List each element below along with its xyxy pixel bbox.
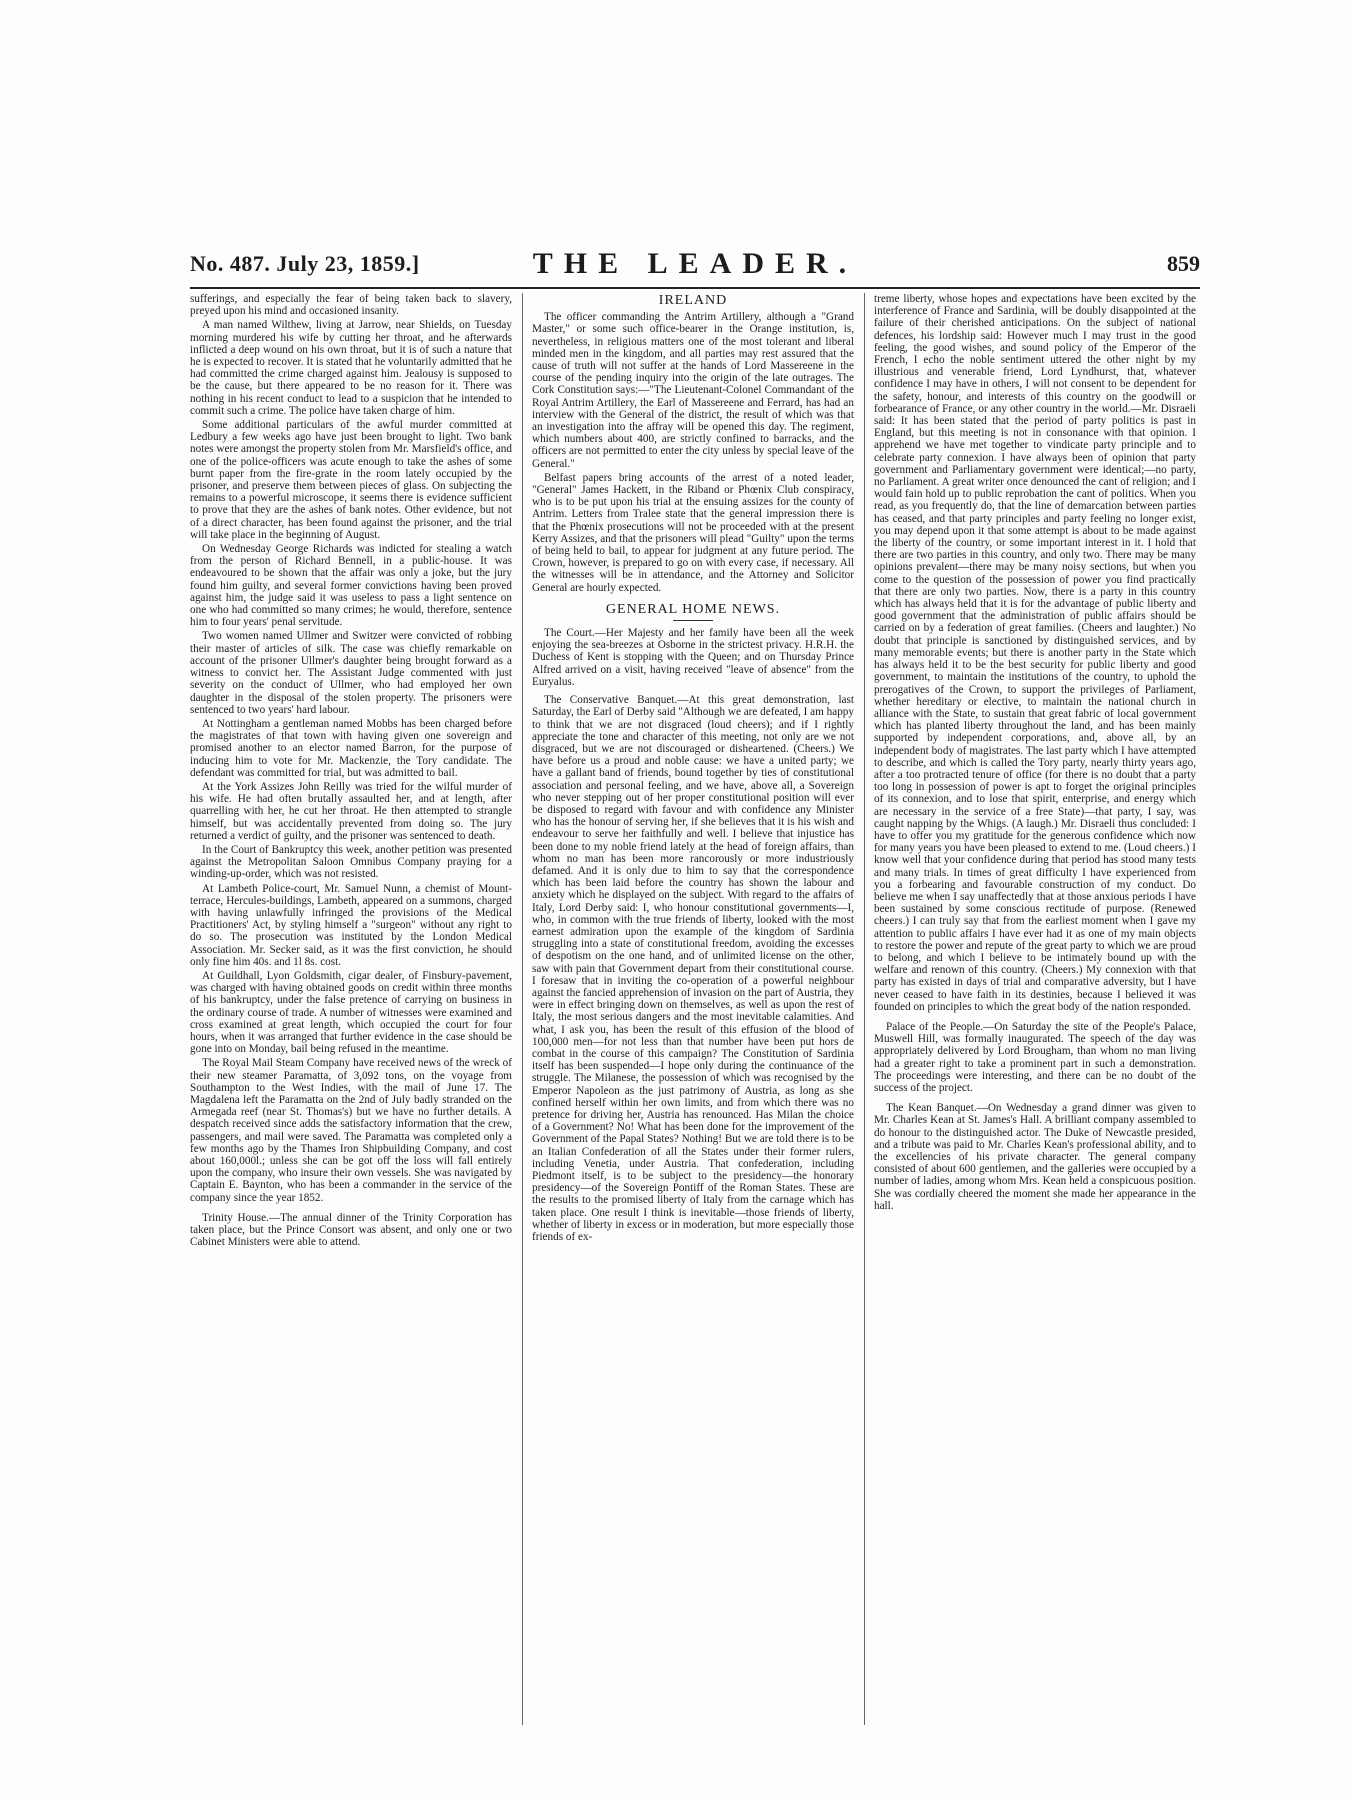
section-heading-home-news: GENERAL HOME NEWS. (605, 601, 781, 617)
issue-line: No. 487. July 23, 1859.] (190, 251, 420, 276)
paragraph: The Kean Banquet.—On Wednesday a grand dinner was given to Mr. Charles Kean at St. James's Hall. A brilliant company assembled to do honour to the distinguished actor. The Duke of Newcastle presided, and a tribute was paid to Mr. Charles Kean's professional ability, and to the excellencies of his private character. The general company consisted of about 600 gentlemen, and the galleries were occupied by a number of ladies, among whom Mrs. Kean held a conspicuous position. She was cordially cheered the moment she made her appearance in the hall. (874, 1102, 1196, 1212)
column-rule (864, 293, 865, 1725)
paragraph: The officer commanding the Antrim Artillery, although a "Grand Master," or some such office-bearer in the Orange institution, is, nevertheless, in religious matters one of the most tolerant and liberal minded men in the kingdom, and all parties may rest assured that the cause of truth will not suffer at the hands of Lord Massereene in the course of the pending inquiry into the origin of the late outrages. The Cork Constitution says:—"The Lieutenant-Colonel Commandant of the Royal Antrim Artillery, the Earl of Massereene and Ferrard, has had an interview with the General of the district, the result of which was that an investigation into the affray will be opened this day. The regiment, which numbers about 400, are strictly confined to barracks, and the officers are not permitted to enter the city unless by special leave of the General." (532, 311, 854, 470)
paragraph: At Lambeth Police-court, Mr. Samuel Nunn, a chemist of Mount-terrace, Hercules-buildings, Lambeth, appeared on a summons, charged with having unlawfully infringed the provisions of the Medical Practitioners' Act, by styling himself a "surgeon" without any right to do so. The prosecution was instituted by the London Medical Association. Mr. Secker said, as it was the first conviction, he should only fine him 40s. and 1l 8s. cost. (190, 882, 512, 968)
section-heading-ireland: IRELAND (658, 293, 728, 308)
column-1 (190, 293, 512, 1725)
paragraph: Trinity House.—The annual dinner of the Trinity Corporation has taken place, but the Prince Consort was absent, and only one or two Cabinet Ministers were able to attend. (190, 1211, 512, 1249)
paragraph: sufferings, and especially the fear of being taken back to slavery, preyed upon his mind and occasioned insanity. (190, 293, 512, 318)
paragraph: The Royal Mail Steam Company have received news of the wreck of their new steamer Paramatta, of 3,092 tons, on the voyage from Southampton to the West Indies, with the mail of June 17. The Magdalena left the Paramatta on the 2nd of July badly stranded on the Armegada reef (near St. Thomas's) but we have no further details. A despatch received since adds the satisfactory information that the crew, passengers, and mail were saved. The Paramatta was completed only a few months ago by the Thames Iron Shipbuilding Company, and cost about 160,000l.; unless she can be got off the loss will fall entirely upon the company, who insure their own vessels. She was navigated by Captain E. Baynton, who has been a commander in the service of the company since the year 1852. (190, 1057, 512, 1204)
paragraph: Some additional particulars of the awful murder committed at Ledbury a few weeks ago have just been brought to light. Two bank notes were amongst the property stolen from Mr. Marsfield's office, and one of the police-officers was acute enough to take the ashes of some burnt paper from the fire-grate in the room lately occupied by the prisoner, and preserve them between pieces of glass. On subjecting the remains to a powerful microscope, it seems there is evidence sufficient to prove that they are the ashes of bank notes. Other evidence, but not of a direct character, has been found against the prisoner, and the trial will take place in the beginning of August. (190, 419, 512, 541)
paragraph: treme liberty, whose hopes and expectations have been excited by the interference of France and Sardinia, will be doubly disappointed at the failure of their cherished anticipations. On the subject of national defences, his lordship said: However much I may trust in the good feeling, the good wishes, and sound policy of the Emperor of the French, I echo the noble sentiment uttered the other night by my illustrious and venerable friend, Lord Lyndhurst, that, whatever confidence I may have in others, I will not consent to be dependent for the safety, honour, and interests of this country on the goodwill or forbearance of France, or any other country in the world.—Mr. Disraeli said: It has been stated that the period of party politics is past in England, but this meeting is not in consonance with that opinion. I apprehend we have met together to vindicate party principle and to celebrate party connexion. I have always been of opinion that party government and Parliamentary government were identical;—no party, no Parliament. A great writer once denounced the cant of religion; and I would fain hold up to public reprobation the cant of politics. When you read, as you frequently do, that the line of demarcation between parties has ceased, and that party principles and party feeling no longer exist, you may depend upon it that some attempt is about to be made against the liberty of the country, or some important interest in it. I hold that there are two parties in this country, and only two. There may be many opinions prevalent—there may be many noisy sections, but when you come to the question of the possession of power you find practically that there are only two parties. Now, there is a party in this country which has always held that it is for the advantage of public liberty and good government that the administration of public affairs should be carried on by a federation of great families. (Cheers and laughter.) No doubt that principle is sanctioned by distinguished services, and by many memorable events; but there is another party in the State which has always held it to be the best security for public liberty and good government, to maintain the institutions of the country, to uphold the prerogatives of the Crown, to support the privileges of Parliament, whether hereditary or elective, to maintain the national church in alliance with the State, to sustain that great fabric of local government which has planted liberty throughout the land, and has been mainly supported by independent corporations, and, above all, by an independent body of magistrates. The last party which I have attempted to describe, and which is called the Tory party, nearly thirty years ago, after a too protracted tenure of office (for there is no doubt that a party too long in possession of power is apt to forget the original principles of its connexion, and to lose that spirit, enterprise, and energy which are necessary in the service of a free State)—that party, I say, was caught napping by the Whigs. (A laugh.) Mr. Disraeli thus concluded: I have to offer you my gratitude for the generous confidence which now for many years you have been pleased to extend to me. (Loud cheers.) I know well that your confidence during that period has stood many tests and many trials. In times of great difficulty I have experienced from you a forbearing and favourable construction of my conduct. Do believe me when I say unaffectedly that at those anxious periods I have been sustained by some conscious rectitude of purpose. (Renewed cheers.) I can truly say that from the earliest moment when I gave my attention to public affairs I have ever had it as one of my main objects to restore the power and repute of the great party to which we are proud to belong, and which I believe to be intimately bound up with the welfare and renown of this country. (Cheers.) My connexion with that party has existed in days of trial and comparative adversity, but I have never ceased to have faith in its destinies, because I believed it was founded on principles to which the great body of the nation responded. (874, 293, 1196, 1013)
divider (673, 620, 713, 621)
paragraph: At the York Assizes John Reilly was tried for the wilful murder of his wife. He had often brutally assaulted her, and at length, after quarrelling with her, he cut her throat. He then attempted to strangle himself, but was accidentally prevented from doing so. The jury returned a verdict of guilty, and the prisoner was sentenced to death. (190, 780, 512, 842)
columns (190, 293, 1200, 1725)
column-3 (874, 293, 1196, 1725)
paragraph: At Guildhall, Lyon Goldsmith, cigar dealer, of Finsbury-pavement, was charged with having obtained goods on credit within three months of his bankruptcy, under the false pretence of carrying on business in the ordinary course of trade. A number of witnesses were examined and cross examined at great length, which occupied the court for four hours, when it was arranged that further evidence in the case should be gone into on Monday, bail being refused in the meantime. (190, 969, 512, 1056)
paragraph: A man named Wilthew, living at Jarrow, near Shields, on Tuesday morning murdered his wife by cutting her throat, and he afterwards inflicted a deep wound on his own throat, but it is of such a nature that he is expected to recover. It is stated that he voluntarily admitted that he had committed the crime charged against him. Jealousy is supposed to be the cause, but there appeared to be no reason for it. There was nothing in his recent conduct to lead to a suspicion that he intended to commit such a crime. The police have taken charge of him. (190, 319, 512, 417)
paragraph: The Court.—Her Majesty and her family have been all the week enjoying the sea-breezes at Osborne in the strictest privacy. H.R.H. the Duchess of Kent is stopping with the Queen; and on Thursday Prince Alfred arrived on a visit, having received "leave of absence" from the Euryalus. (532, 627, 854, 688)
newspaper-page (190, 245, 1200, 1725)
column-rule (522, 293, 523, 1725)
page-number: 859 (1167, 251, 1200, 276)
paper-title: THE LEADER. (532, 247, 858, 280)
paragraph: Two women named Ullmer and Switzer were convicted of robbing their master of articles of silk. The case was chiefly remarkable on account of the prisoner Ullmer's daughter being brought forward as a witness to convict her. The Assistant Judge commented with just severity on the conduct of Ullmer, who had employed her own daughter in the disposal of the stolen property. The prisoners were sentenced to two years' hard labour. (190, 630, 512, 716)
masthead (190, 245, 1200, 289)
paragraph: The Conservative Banquet.—At this great demonstration, last Saturday, the Earl of Derby said "Although we are defeated, I am happy to think that we are not disgraced (loud cheers); and if I rightly appreciate the tone and character of this meeting, not only are we not disgraced, but we are not discouraged or disheartened. (Cheers.) We have before us a proud and noble cause: we have a united party; we have a gallant band of friends, bound together by ties of constitutional association and personal feeling, and we have, above all, a Sovereign who never stepping out of her proper constitutional position will ever be disposed to regard with favour and with confidence any Minister who has the honour of serving her, if she believes that it is his wish and endeavour to serve her faithfully and well. I believe that injustice has been done to my noble friend lately at the head of foreign affairs, than whom no man has been more rancorously or more industriously defamed. And it is only due to him to say that the correspondence which has been laid before the country has shown the labour and anxiety which he displayed on the subject. With regard to the affairs of Italy, Lord Derby said: I, who honour constitutional governments—I, who, in common with the true friends of liberty, looked with the most earnest admiration upon the example of the kingdom of Sardinia struggling into a state of constitutional freedom, avoiding the excesses of despotism on the one hand, and of unlimited license on the other, saw with pain that Government depart from their constitutional course. I foresaw that in inviting the co-operation of a powerful neighbour against the fancied apprehension of invasion on the part of Austria, they were in effect bringing down on themselves, as well as upon the rest of Italy, the most serious dangers and the most inevitable calamities. And what, I ask you, has been the result of this effusion of the blood of 100,000 men—for not less than that number have been put hors de combat in the course of this campaign? The Constitution of Sardinia itself has been suspended—I hope only during the continuance of the struggle. The Milanese, the possession of which was recognised by the Emperor Napoleon as the just patrimony of Austria, as long as she confined herself within her own limits, and from which there was no pretence for driving her, Austria has renounced. Has Milan the choice of a Government? No! What has been done for the improvement of the Government of the Papal States? Nothing! But we are told there is to be an Italian Confederation of all the States under their former rulers, including Venetia, under Austria. That confederation, including Piedmont itself, is to be subject to the presidency—the honorary presidency—of the Sovereign Pontiff of the Roman States. These are the results to the promised liberty of Italy from the carnage which has taken place. One result I think is inevitable—those friends of liberty, whether of liberty in excess or in moderation, but more especially those friends of ex- (532, 694, 854, 1244)
paragraph: Belfast papers bring accounts of the arrest of a noted leader, "General" James Hackett, in the Riband or Phœnix Club conspiracy, who is to be put upon his trial at the ensuing assizes for the county of Antrim. Letters from Tralee state that the general impression there is that the Phœnix prosecutions will not be proceeded with at the present Kerry Assizes, and that the prisoners will plead "Guilty" upon the terms of being held to bail, to appear for judgment at any future period. The Crown, however, is prepared to go on with every case, if necessary. All the witnesses will be in attendance, and the Attorney and Solicitor General are hourly expected. (532, 471, 854, 594)
paragraph: Palace of the People.—On Saturday the site of the People's Palace, Muswell Hill, was formally inaugurated. The speech of the day was appropriately delivered by Lord Brougham, than whom no man living had a greater right to take a prominent part in such a demonstration. The proceedings were interesting, and there can be no doubt of the success of the project. (874, 1020, 1196, 1094)
paragraph: In the Court of Bankruptcy this week, another petition was presented against the Metropolitan Saloon Omnibus Company praying for a winding-up-order, which was not resisted. (190, 843, 512, 881)
column-2 (532, 293, 854, 1725)
paragraph: At Nottingham a gentleman named Mobbs has been charged before the magistrates of that town with having given one sovereign and promised another to an elector named Barron, for the purpose of inducing him to vote for Mr. Mackenzie, the Tory candidate. The defendant was committed for trial, but was admitted to bail. (190, 717, 512, 779)
paragraph: On Wednesday George Richards was indicted for stealing a watch from the person of Richard Bennell, in a public-house. It was endeavoured to be shown that the affair was only a joke, but the jury found him guilty, and several former convictions having been proved against him, the judge said it was useless to pass a light sentence on one who had committed so many crimes; he would, therefore, sentence him to four years' penal servitude. (190, 543, 512, 629)
